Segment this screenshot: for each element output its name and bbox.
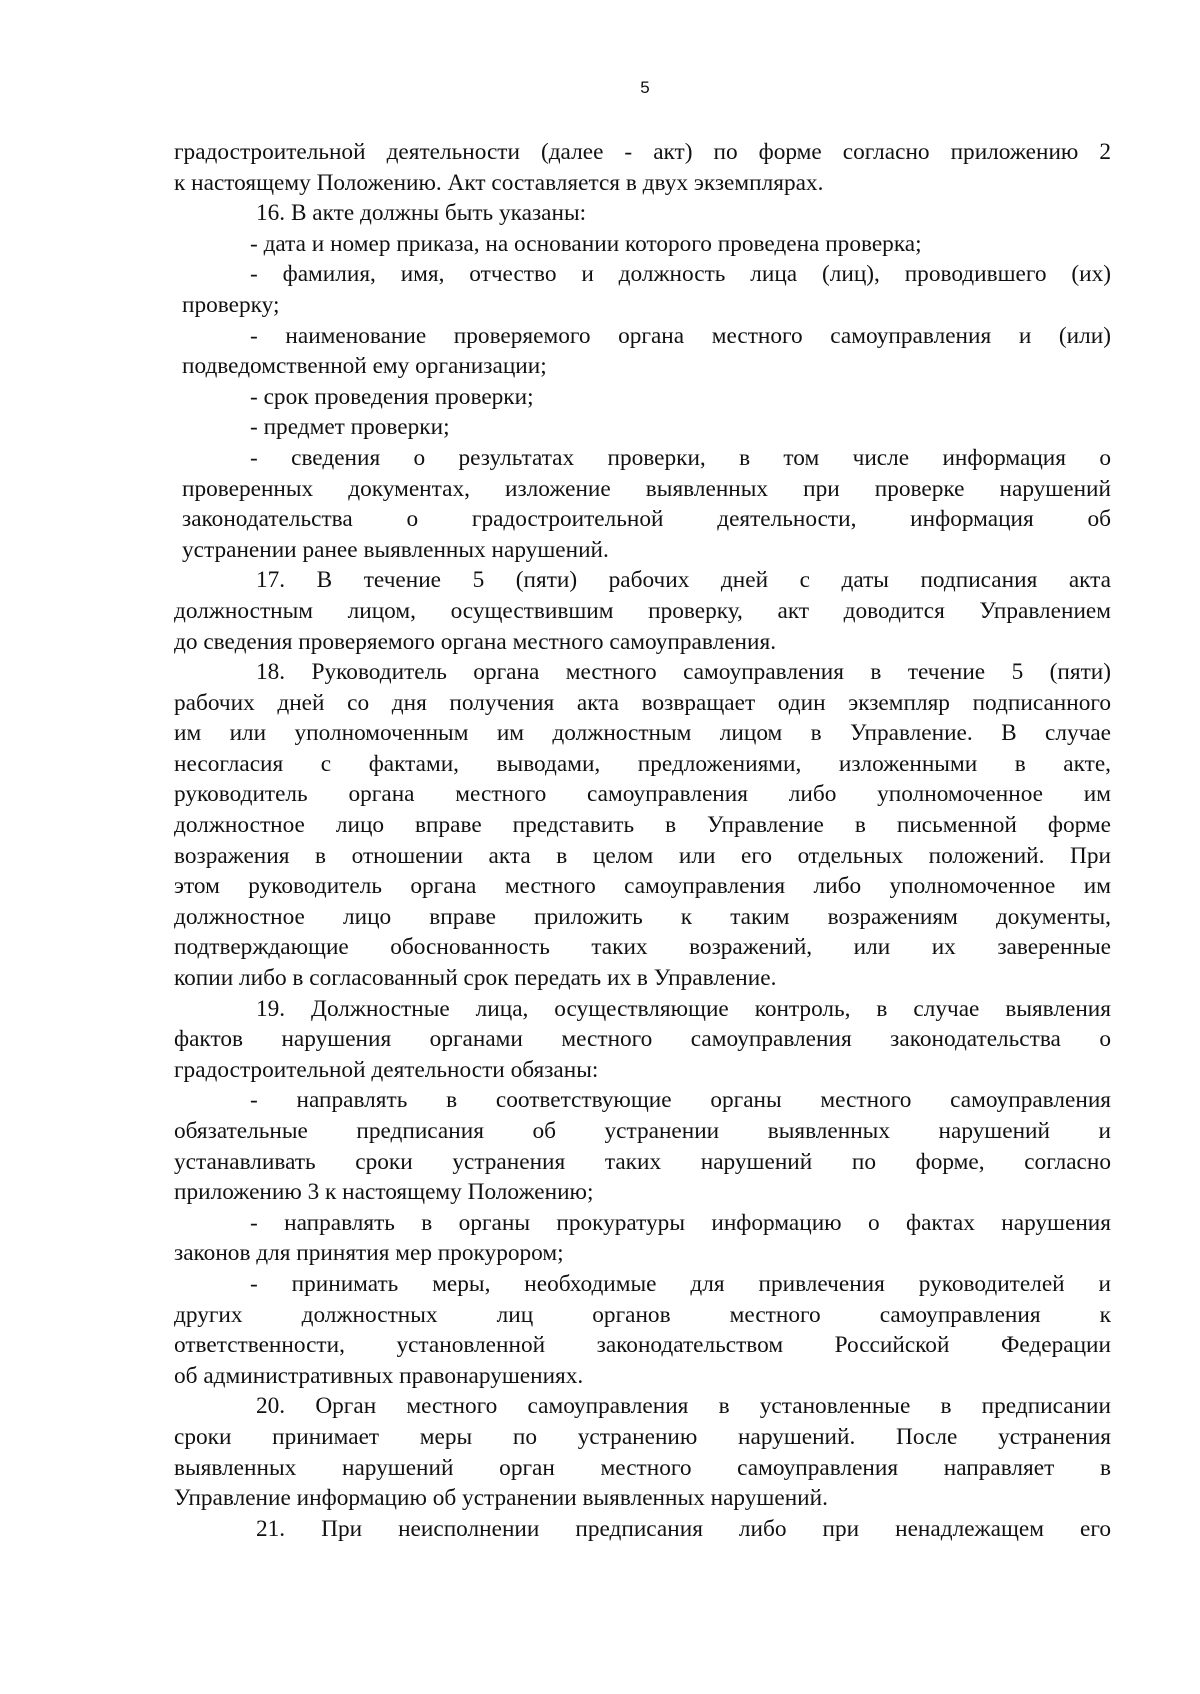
text-line: - предмет проверки; <box>250 414 450 441</box>
text-line: - наименование проверяемого органа местного самоуправления и (или) <box>250 322 1111 349</box>
text-line: - принимать меры, необходимые для привлечения руководителей и <box>250 1270 1111 1297</box>
text-line: 16. В акте должны быть указаны: <box>256 200 587 227</box>
text-line: - направлять в соответствующие органы местного самоуправления <box>250 1087 1111 1114</box>
text-line: рабочих дней со дня получения акта возвращает один экземпляр подписанного <box>174 689 1111 716</box>
text-line: - фамилия, имя, отчество и должность лица (лиц), проводившего (их) <box>250 261 1111 288</box>
text-line: об административных правонарушениях. <box>174 1362 584 1389</box>
text-line: - направлять в органы прокуратуры информацию о фактах нарушения <box>250 1209 1111 1236</box>
document-body <box>174 137 1111 1544</box>
text-line: до сведения проверяемого органа местного самоуправления. <box>174 628 777 655</box>
text-line: к настоящему Положению. Акт составляется в двух экземплярах. <box>174 169 824 196</box>
text-line: - дата и номер приказа, на основании которого проведена проверка; <box>250 230 922 257</box>
text-line: этом руководитель органа местного самоуправления либо уполномоченное им <box>174 873 1111 900</box>
text-line: фактов нарушения органами местного самоуправления законодательства о <box>174 1026 1111 1053</box>
text-line: 20. Орган местного самоуправления в установленные в предписании <box>256 1393 1111 1420</box>
text-line: - срок проведения проверки; <box>250 383 534 410</box>
text-line: руководитель органа местного самоуправления либо уполномоченное им <box>174 781 1111 808</box>
text-line: проверку; <box>182 291 280 318</box>
page-number: 5 <box>640 78 650 97</box>
text-line: - сведения о результатах проверки, в том числе информация о <box>250 444 1111 471</box>
text-line: должностное лицо вправе представить в Управление в письменной форме <box>174 812 1111 839</box>
text-line: законов для принятия мер прокурором; <box>174 1240 564 1267</box>
text-line: градостроительной деятельности (далее - акт) по форме согласно приложению 2 <box>174 139 1111 165</box>
text-line: возражения в отношении акта в целом или его отдельных положений. При <box>174 842 1111 869</box>
text-line: подведомственной ему организации; <box>182 353 547 380</box>
text-line: должностное лицо вправе приложить к таким возражениям документы, <box>174 903 1111 930</box>
text-line: сроки принимает меры по устранению нарушений. После устранения <box>174 1423 1111 1450</box>
text-line: подтверждающие обоснованность таких возражений, или их заверенные <box>174 934 1111 961</box>
text-line: несогласия с фактами, выводами, предложениями, изложенными в акте, <box>174 750 1111 777</box>
text-line: Управление информацию об устранении выявленных нарушений. <box>174 1485 828 1512</box>
text-line: приложению 3 к настоящему Положению; <box>174 1179 594 1206</box>
text-line: проверенных документах, изложение выявленных при проверке нарушений <box>182 475 1111 502</box>
text-line: выявленных нарушений орган местного самоуправления направляет в <box>174 1454 1111 1481</box>
text-line: 18. Руководитель органа местного самоуправления в течение 5 (пяти) <box>256 659 1111 686</box>
text-line: устранении ранее выявленных нарушений. <box>182 536 609 563</box>
text-line: градостроительной деятельности обязаны: <box>174 1056 599 1083</box>
text-line: 17. В течение 5 (пяти) рабочих дней с даты подписания акта <box>256 567 1111 594</box>
text-line: им или уполномоченным им должностным лицом в Управление. В случае <box>174 720 1111 747</box>
text-line: устанавливать сроки устранения таких нарушений по форме, согласно <box>174 1148 1111 1175</box>
text-line: других должностных лиц органов местного самоуправления к <box>174 1301 1111 1328</box>
text-line: законодательства о градостроительной деятельности, информация об <box>182 506 1111 533</box>
text-line: ответственности, установленной законодательством Российской Федерации <box>174 1332 1111 1359</box>
text-line: копии либо в согласованный срок передать их в Управление. <box>174 965 777 992</box>
text-line: 21. При неисполнении предписания либо при ненадлежащем его <box>256 1515 1111 1542</box>
text-line: обязательные предписания об устранении выявленных нарушений и <box>174 1118 1111 1144</box>
text-line: должностным лицом, осуществившим проверку, акт доводится Управлением <box>174 597 1111 624</box>
text-line: 19. Должностные лица, осуществляющие контроль, в случае выявления <box>256 995 1111 1022</box>
